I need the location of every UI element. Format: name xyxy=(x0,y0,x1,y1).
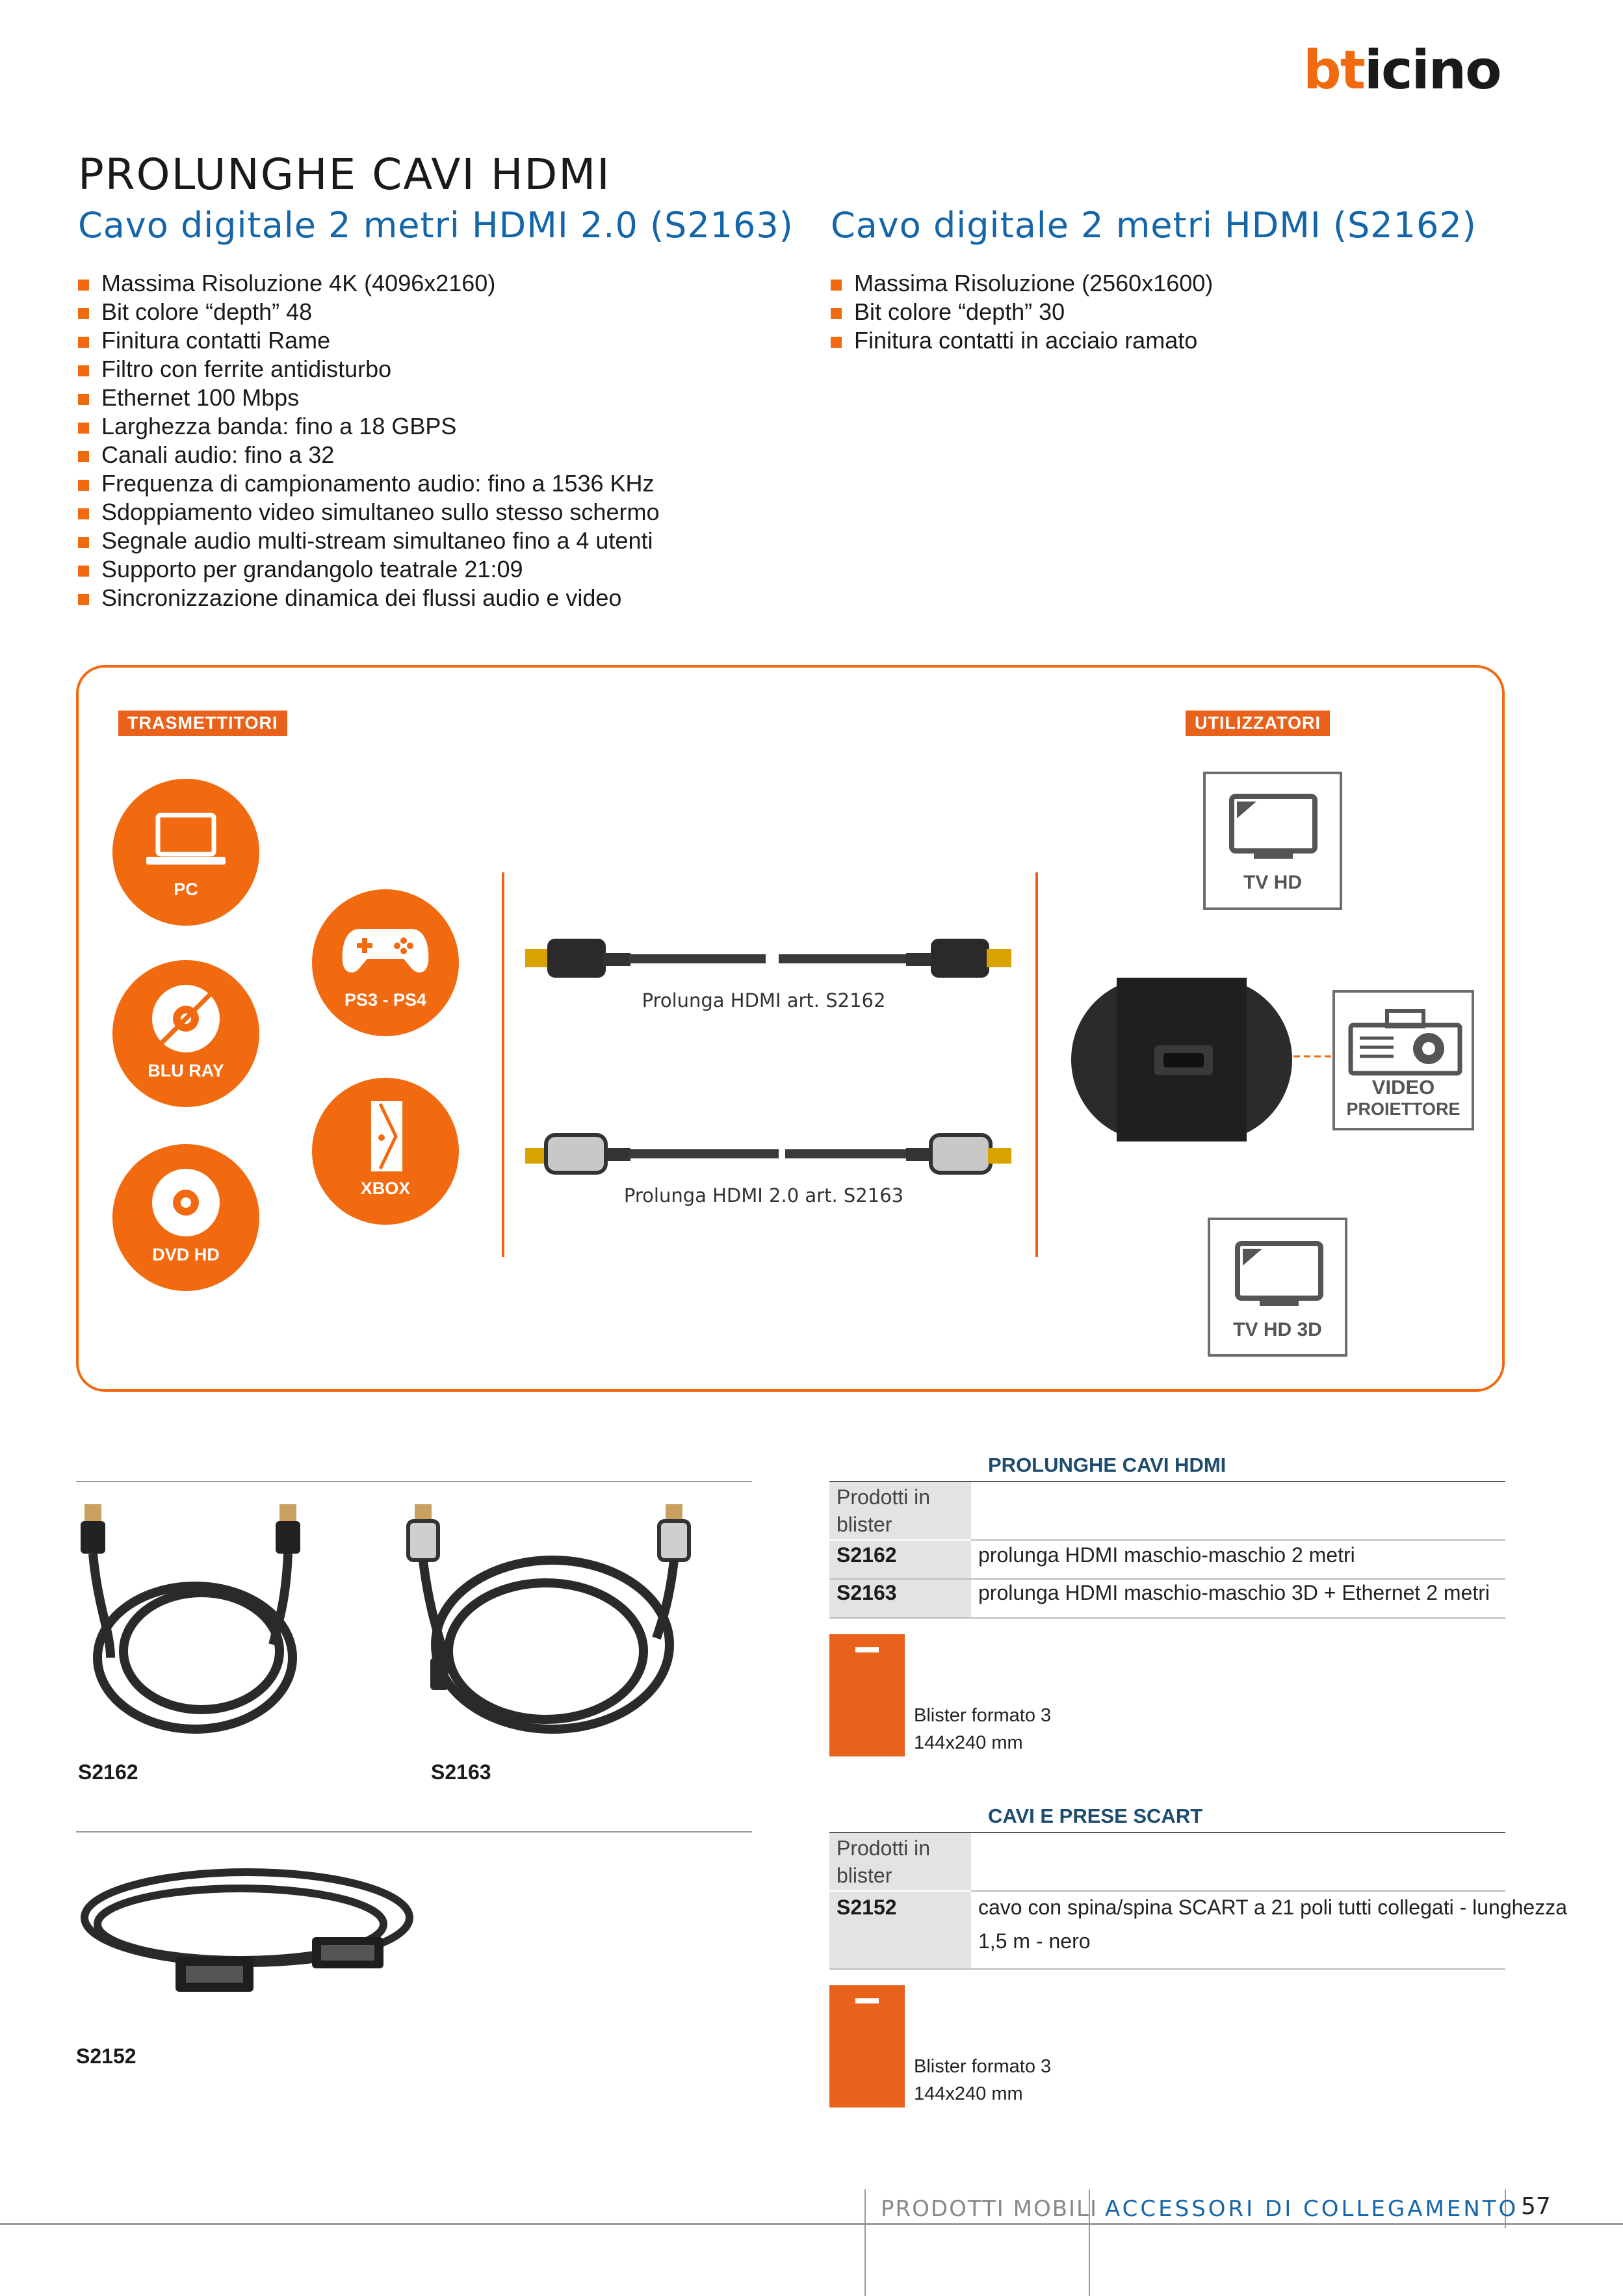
page-number: 57 xyxy=(1521,2193,1551,2220)
list-item: Bit colore “depth” 30 xyxy=(831,298,1213,326)
tv-hd-label: TV HD xyxy=(1243,872,1302,893)
left-subtitle: Cavo digitale 2 metri HDMI 2.0 (S2163) xyxy=(78,205,794,246)
product-s2163-image xyxy=(383,1502,702,1749)
tv-icon xyxy=(1234,1240,1325,1311)
footer-chapter: ACCESSORI DI COLLEGAMENTO xyxy=(1105,2196,1519,2222)
table1-row-code: S2163 xyxy=(837,1581,897,1604)
disc-icon xyxy=(147,980,225,1058)
table2-bottom-rule xyxy=(829,1968,1505,1970)
divider-products-top xyxy=(76,1481,752,1482)
list-item: Segnale audio multi-stream simultaneo fino a 4 utenti xyxy=(78,527,659,555)
list-item: Sincronizzazione dinamica dei flussi audio e video xyxy=(78,584,659,612)
list-item: Canali audio: fino a 32 xyxy=(78,441,659,469)
footer-section: PRODOTTI MOBILI xyxy=(881,2196,1098,2222)
table2-row-code: S2152 xyxy=(837,1896,897,1919)
list-item: Finitura contatti Rame xyxy=(78,326,659,355)
source-pc xyxy=(112,779,259,926)
list-item: Bit colore “depth” 48 xyxy=(78,298,659,326)
tv-icon xyxy=(1228,792,1319,864)
list-item: Filtro con ferrite antidisturbo xyxy=(78,355,659,384)
product-s2152-code: S2152 xyxy=(76,2044,136,2068)
brand-logo: bticino xyxy=(1303,40,1501,101)
product-s2163-code: S2163 xyxy=(431,1760,491,1784)
footer-divider xyxy=(864,2189,866,2296)
gamepad-icon xyxy=(340,925,431,977)
hdmi-cable-s2163-image xyxy=(525,1125,1013,1183)
table1-blister-line2: 144x240 mm xyxy=(914,1732,1023,1753)
divider-products-middle xyxy=(76,1831,752,1833)
table1-rule xyxy=(829,1578,1505,1580)
divider-right xyxy=(1035,872,1038,1257)
list-item: Frequenza di campionamento audio: fino a 1536 KHz xyxy=(78,469,659,498)
pc-label: PC xyxy=(174,880,198,899)
cable-s2163-caption: Prolunga HDMI 2.0 art. S2163 xyxy=(623,1184,904,1207)
source-xbox xyxy=(312,1078,459,1225)
product-s2152-image xyxy=(71,1859,435,2002)
tv-hd-3d-label: TV HD 3D xyxy=(1233,1319,1322,1340)
cable-s2162-caption: Prolunga HDMI art. S2162 xyxy=(642,989,886,1011)
device-video-projector xyxy=(1332,990,1474,1130)
blister-logo xyxy=(855,1647,879,1652)
device-tv-hd-3d xyxy=(1208,1218,1347,1357)
disc-icon xyxy=(147,1164,225,1242)
page-title: PROLUNGHE CAVI HDMI xyxy=(78,150,611,200)
table2-row-desc-line1: cavo con spina/spina SCART a 21 poli tutti collegati - lunghezza xyxy=(978,1896,1568,1919)
table1-bottom-rule xyxy=(829,1617,1505,1619)
footer-rule xyxy=(0,2223,1623,2225)
product-s2162-image xyxy=(71,1502,331,1749)
right-subtitle: Cavo digitale 2 metri HDMI (S2162) xyxy=(831,205,1477,246)
table1-row-desc: prolunga HDMI maschio-maschio 3D + Ethernet 2 metri xyxy=(978,1581,1490,1604)
product-s2162-code: S2162 xyxy=(78,1760,138,1784)
blister-package-image xyxy=(829,1634,905,1756)
table2-blister-line2: 144x240 mm xyxy=(914,2083,1023,2104)
connection-dash xyxy=(1293,1053,1332,1060)
device-tv-hd xyxy=(1203,772,1342,910)
playstation-label: PS3 - PS4 xyxy=(344,990,427,1010)
table2-title: CAVI E PRESE SCART xyxy=(988,1805,1203,1827)
table1-blister-line1: Blister formato 3 xyxy=(914,1705,1052,1726)
table2-row-desc-line2: 1,5 m - nero xyxy=(978,1929,1091,1953)
left-feature-list xyxy=(78,269,659,612)
source-bluray xyxy=(112,960,259,1107)
list-item: Larghezza banda: fino a 18 GBPS xyxy=(78,412,659,441)
table1-title: PROLUNGHE CAVI HDMI xyxy=(988,1454,1227,1476)
users-tag: UTILIZZATORI xyxy=(1186,711,1330,736)
xbox-label: XBOX xyxy=(360,1179,411,1198)
projector-icon xyxy=(1348,1006,1462,1077)
wall-socket-image xyxy=(1071,975,1292,1144)
laptop-icon xyxy=(144,810,228,868)
dvd-label: DVD HD xyxy=(152,1245,220,1264)
list-item: Sdoppiamento video simultaneo sullo stesso schermo xyxy=(78,498,659,527)
transmitters-tag: TRASMETTITORI xyxy=(118,711,287,736)
console-icon xyxy=(367,1097,406,1175)
right-feature-list xyxy=(831,269,1213,355)
blister-package-image xyxy=(829,1985,905,2107)
divider-left xyxy=(502,872,504,1257)
table1-header: Prodotti in blister xyxy=(837,1485,931,1536)
blister-logo xyxy=(855,1998,879,2003)
table1-row-desc: prolunga HDMI maschio-maschio 2 metri xyxy=(978,1543,1355,1567)
table1-row-code: S2162 xyxy=(837,1543,897,1567)
source-playstation xyxy=(312,889,459,1036)
list-item: Finitura contatti in acciaio ramato xyxy=(831,326,1213,355)
video-label: VIDEO xyxy=(1371,1076,1435,1099)
list-item: Massima Risoluzione (2560x1600) xyxy=(831,269,1213,298)
bluray-label: BLU RAY xyxy=(148,1061,224,1080)
list-item: Supporto per grandangolo teatrale 21:09 xyxy=(78,555,659,584)
list-item: Massima Risoluzione 4K (4096x2160) xyxy=(78,269,659,298)
hdmi-cable-s2162-image xyxy=(525,930,1013,988)
table2-rule xyxy=(971,1890,1505,1892)
table2-header: Prodotti in blister xyxy=(837,1836,931,1887)
table1-rule xyxy=(971,1539,1505,1541)
list-item: Ethernet 100 Mbps xyxy=(78,384,659,412)
table2-blister-line1: Blister formato 3 xyxy=(914,2056,1052,2077)
projector-label: PROIETTORE xyxy=(1346,1099,1461,1119)
source-dvd xyxy=(112,1144,259,1291)
